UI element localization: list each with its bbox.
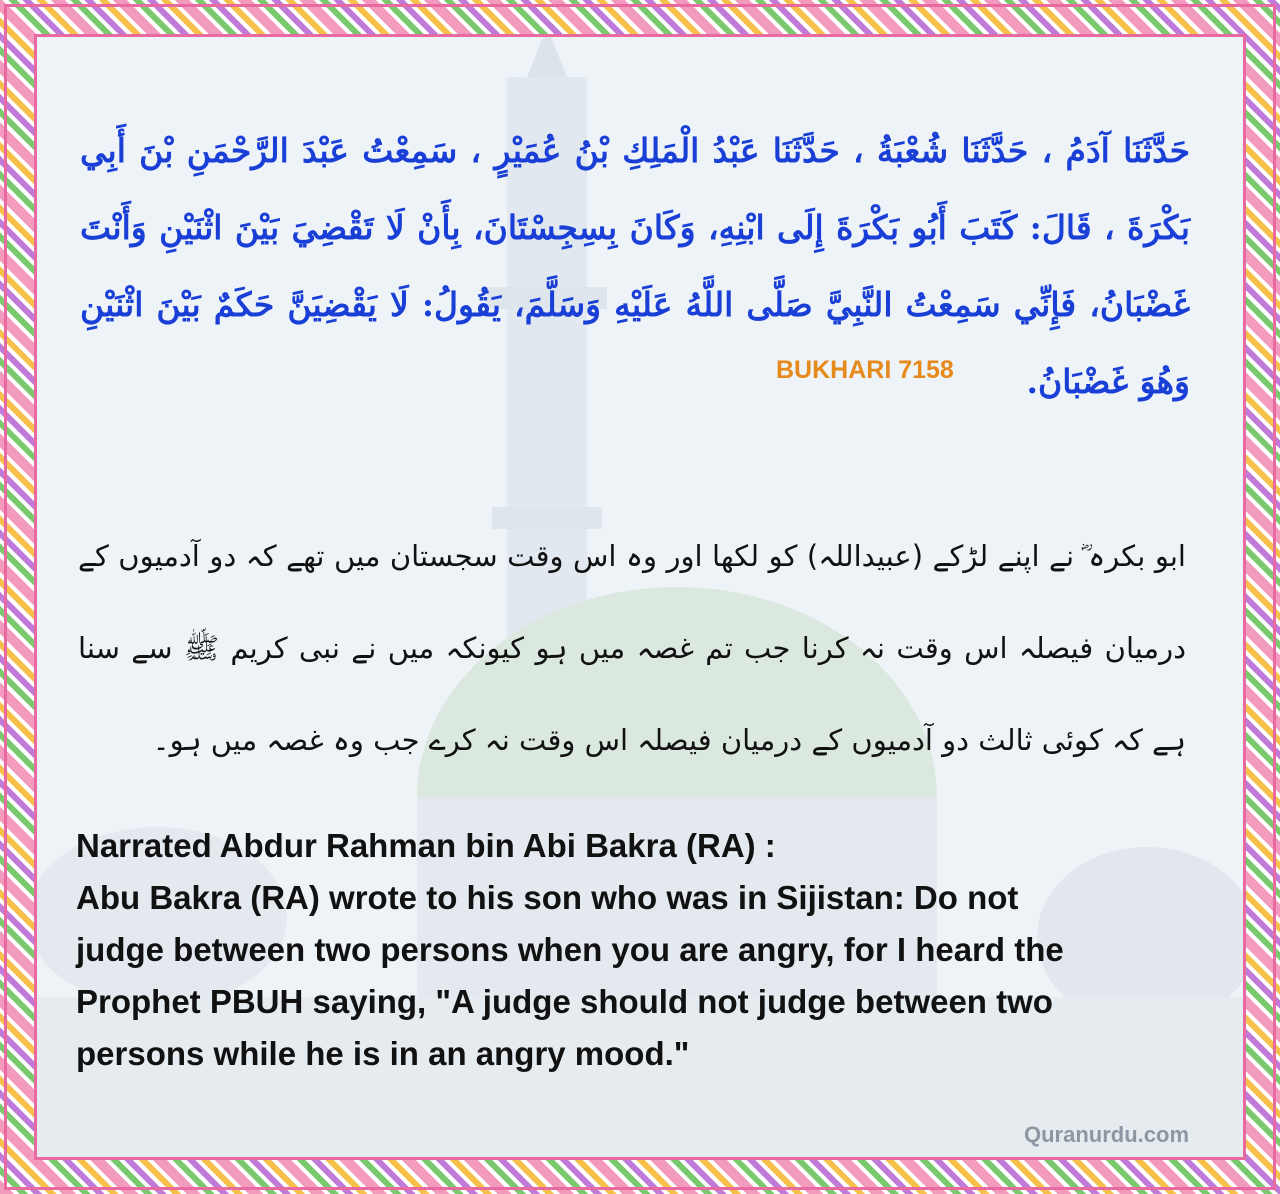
- urdu-translation: ابو بکرہ ؓ نے اپنے لڑکے (عبیداللہ) کو لکھا اور وہ اس وقت سجستان میں تھے کہ دو آدمیوں کے درمیان فیصلہ اس وقت نہ کرنا جب تم غصہ میں ہو کیونکہ میں نے نبی کریم ﷺ سے سنا ہے کہ کوئی ثالث دو آدمیوں کے درمیان فیصلہ اس وقت نہ کرے جب وہ غصہ میں ہو۔: [78, 539, 1186, 757]
- english-line: Abu Bakra (RA) wrote to his son who was in Sijistan: Do not: [76, 879, 1019, 916]
- english-line: Narrated Abdur Rahman bin Abi Bakra (RA) :: [76, 827, 776, 864]
- site-watermark: Quranurdu.com: [1024, 1122, 1190, 1147]
- english-line: persons while he is in an angry mood.": [76, 1035, 690, 1072]
- hadith-reference: BUKHARI 7158: [776, 356, 954, 384]
- arabic-hadith-text: حَدَّثَنَا آدَمُ ، حَدَّثَنَا شُعْبَةُ ، حَدَّثَنَا عَبْدُ الْمَلِكِ بْنُ عُمَيْرٍ ، سَمِعْتُ عَبْدَ الرَّحْمَنِ بْنَ أَبِي بَكْرَةَ ، قَالَ: كَتَبَ أَبُو بَكْرَةَ إِلَى ابْنِهِ، وَكَانَ بِسِجِسْتَانَ، بِأَنْ لَا تَقْضِيَ بَيْنَ اثْنَيْنِ وَأَنْتَ غَضْبَانُ، فَإِنِّي سَمِعْتُ النَّبِيَّ صَلَّى اللَّهُ عَلَيْهِ وَسَلَّمَ، يَقُولُ: لَا يَقْضِيَنَّ حَكَمٌ بَيْنَ اثْنَيْنِ وَهُوَ غَضْبَانُ.: [80, 131, 1190, 401]
- english-translation: [76, 820, 1216, 1080]
- english-line: Prophet PBUH saying, "A judge should not judge between two: [76, 983, 1053, 1020]
- english-line: judge between two persons when you are angry, for I heard the: [76, 931, 1064, 968]
